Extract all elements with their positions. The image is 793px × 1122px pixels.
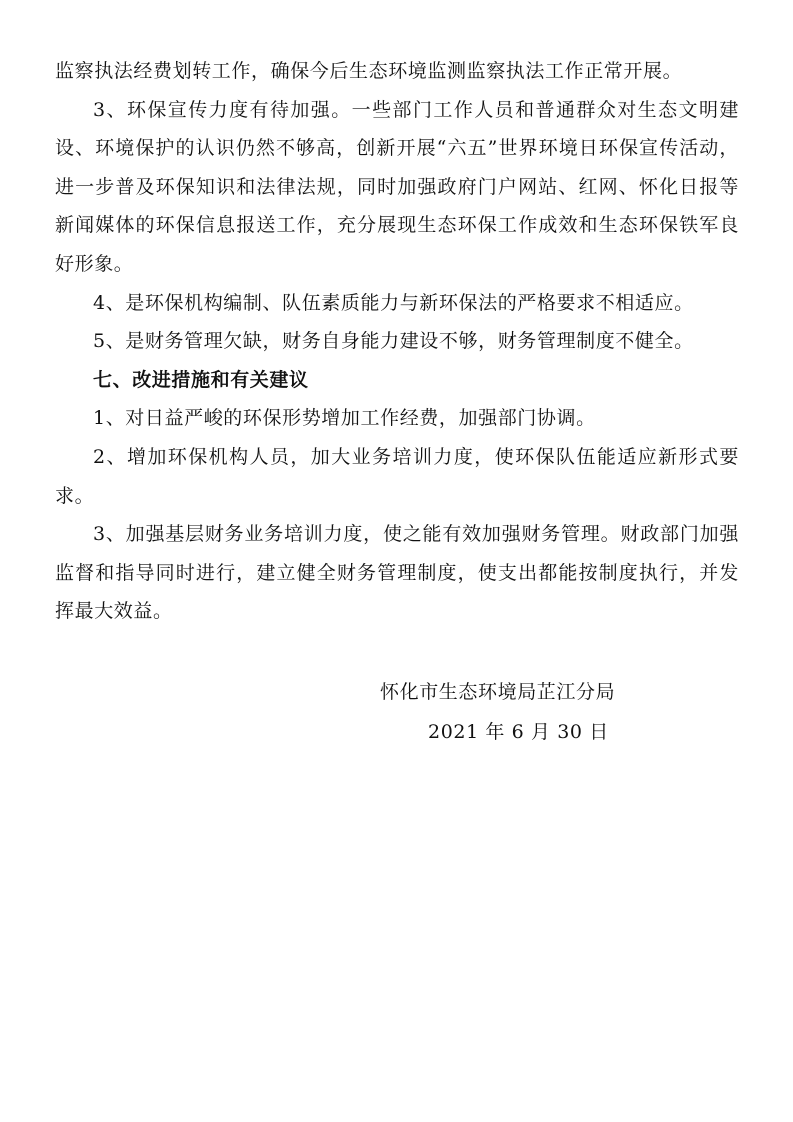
paragraph-item-3: 3、环保宣传力度有待加强。一些部门工作人员和普通群众对生态文明建设、环境保护的认识仍然不够高，创新开展“六五”世界环境日环保宣传活动，进一步普及环保知识和法律法规，同时加强政府门户网站、红网、怀化日报等新闻媒体的环保信息报送工作，充分展现生态环保工作成效和生态环保铁军良好形象。 <box>55 98 739 275</box>
section-heading-7: 七、改进措施和有关建议 <box>93 368 309 391</box>
paragraph-measure-1: 1、对日益严峻的环保形势增加工作经费，加强部门协调。 <box>93 407 596 430</box>
document-body <box>55 52 739 631</box>
signature-block <box>380 672 680 752</box>
signature-organization: 怀化市生态环境局芷江分局 <box>380 681 616 703</box>
paragraph-item-4: 4、是环保机构编制、队伍素质能力与新环保法的严格要求不相适应。 <box>93 291 694 314</box>
paragraph-measure-3: 3、加强基层财务业务培训力度，使之能有效加强财务管理。财政部门加强监督和指导同时进行，建立健全财务管理制度，使支出都能按制度执行，并发挥最大效益。 <box>55 523 739 623</box>
signature-date: 2021 年 6 月 30 日 <box>428 721 609 743</box>
paragraph-continuation: 监察执法经费划转工作，确保今后生态环境监测监察执法工作正常开展。 <box>55 60 683 82</box>
paragraph-item-5: 5、是财务管理欠缺，财务自身能力建设不够，财务管理制度不健全。 <box>93 330 694 353</box>
paragraph-measure-2: 2、增加环保机构人员，加大业务培训力度，使环保队伍能适应新形式要求。 <box>55 445 739 507</box>
